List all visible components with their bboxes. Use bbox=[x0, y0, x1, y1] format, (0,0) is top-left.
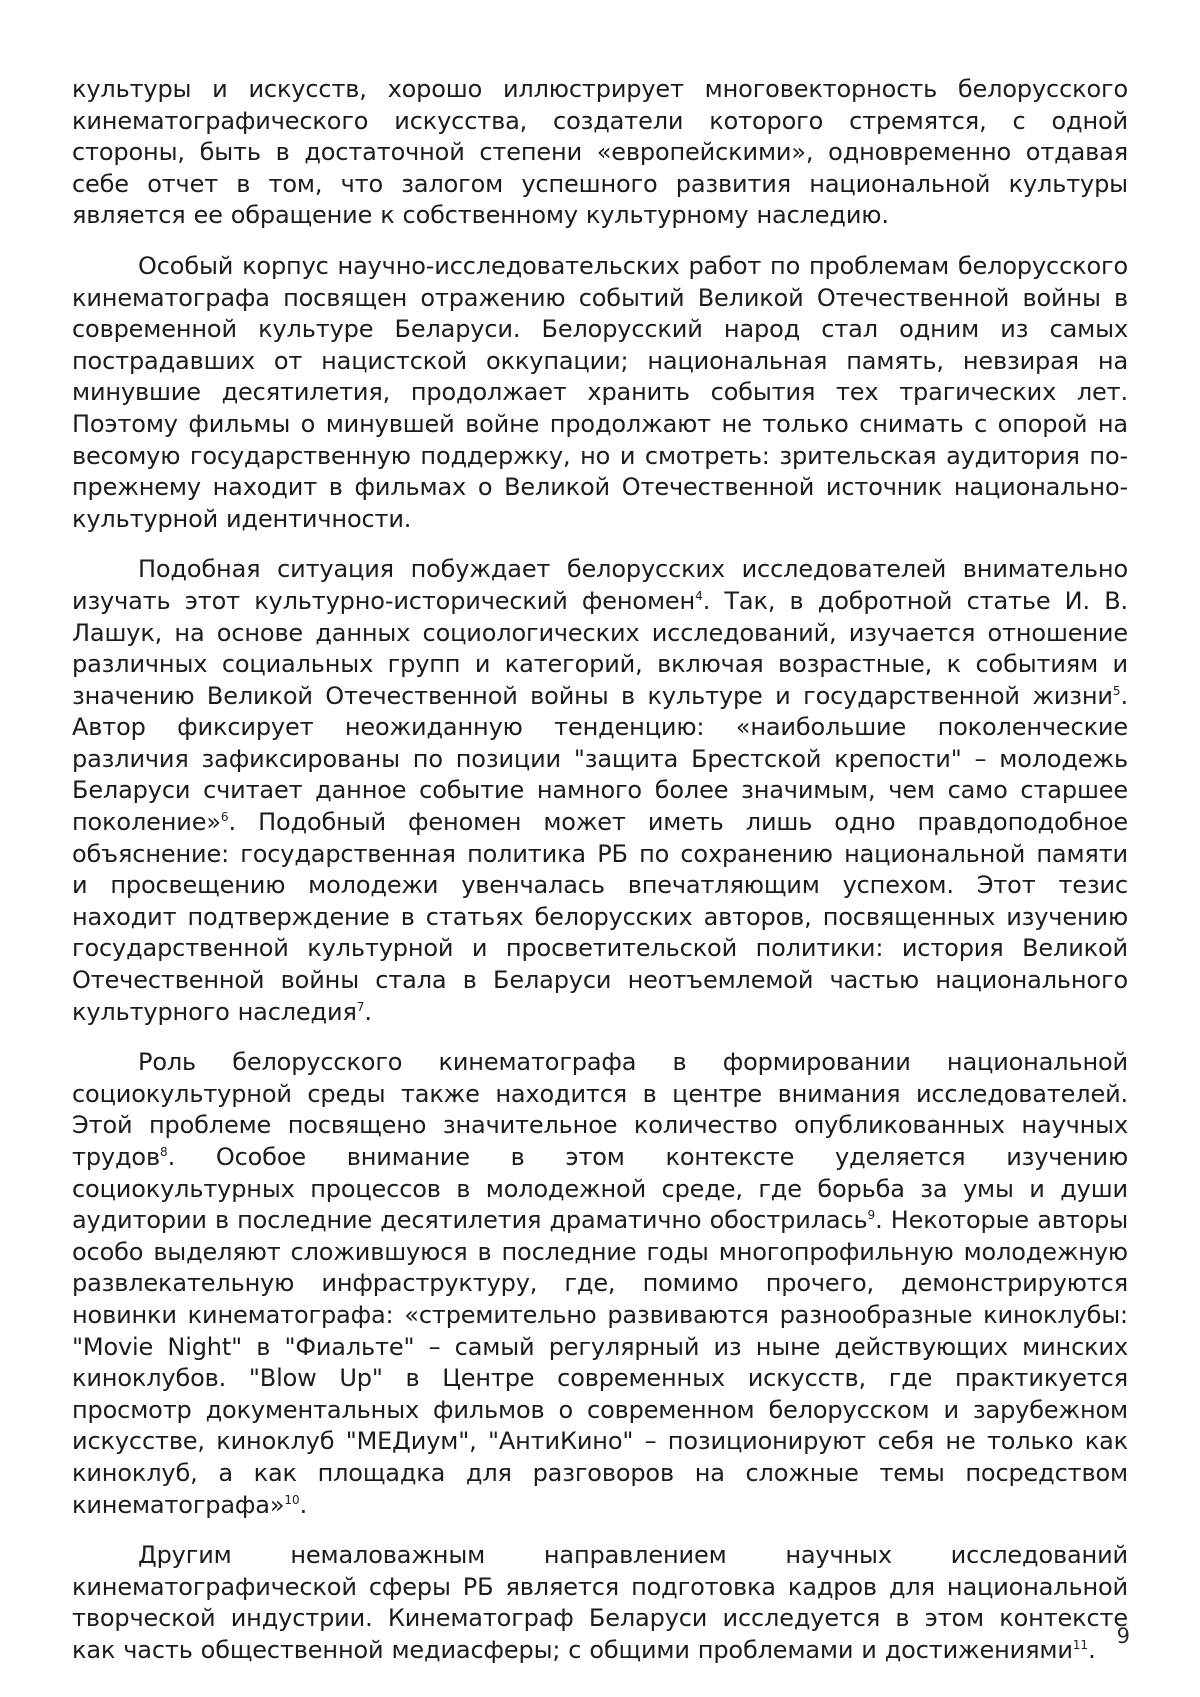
footnote-ref: 7 bbox=[356, 999, 365, 1014]
text-run: Подобная ситуация побуждает белорусских исследователей внимательно изучать этот культурно-исторический феномен bbox=[72, 555, 1128, 615]
footnote-ref: 5 bbox=[1112, 683, 1121, 698]
text-run: Особый корпус научно-исследовательских работ по проблемам белорусского кинематографа посвящен отражению событий Великой Отечественной войны в современной культуре Беларуси. Белорусский народ стал одним из самых пострадавших от нацистской оккупации; национальная память, невзирая на минувшие десятилетия, продолжает хранить события тех трагических лет. Поэтому фильмы о минувшей войне продолжают не только снимать с опорой на весомую государственную поддержку, но и смотреть: зрительская аудитория по-прежнему находит в фильмах о Великой Отечественной источник национально-культурной идентичности. bbox=[72, 251, 1128, 533]
paragraph bbox=[72, 1047, 1128, 1521]
text-run: . bbox=[1088, 1635, 1096, 1664]
footnote-ref: 9 bbox=[867, 1208, 876, 1223]
text-run: . Автор фиксирует неожиданную тенденцию: «наибольшие поколенческие различия зафиксированы по позиции "защита Брестской крепости" – молодежь Беларуси считает данное событие намного более значимым, чем само старшее поколение» bbox=[72, 681, 1128, 837]
page-number: 9 bbox=[1116, 1624, 1130, 1648]
text-run: . bbox=[299, 1490, 308, 1519]
text-run: культуры и искусств, хорошо иллюстрирует многовекторность белорусского кинематографического искусства, создатели которого стремятся, с одной стороны, быть в достаточной степени «европейскими», одновременно отдавая себе отчет в том, что залогом успешного развития национальной культуры является ее обращение к собственному культурному наследию. bbox=[72, 75, 1128, 230]
footnote-ref: 10 bbox=[284, 1492, 300, 1507]
paragraph bbox=[72, 251, 1128, 535]
footnote-ref: 4 bbox=[695, 588, 703, 603]
text-run: . Особое внимание в этом контексте уделяется изучению социокультурных процессов в молодежной среде, где борьба за умы и души аудитории в последние десятилетия драматично обострилась bbox=[72, 1143, 1128, 1235]
text-run: . bbox=[364, 997, 372, 1026]
text-run: Роль белорусского кинематографа в формировании национальной социокультурной среды также находится в центре внимания исследователей. Этой проблеме посвящено значительное количество опубликованных научных трудов bbox=[72, 1048, 1128, 1171]
text-run: Другим немаловажным направлением научных исследований кинематографической сферы РБ является подготовка кадров для национальной творческой индустрии. Кинематограф Беларуси исследуется в этом контексте как часть общественной медиасферы; с общими проблемами и достижениями bbox=[72, 1541, 1128, 1664]
text-run: . Подобный феномен может иметь лишь одно правдоподобное объяснение: государственная политика РБ по сохранению национальной памяти и просвещению молодежи увенчалась впечатляющим успехом. Этот тезис находит подтверждение в статьях белорусских авторов, посвященных изучению государственной культурной и просветительской политики: история Великой Отечественной войны стала в Беларуси неотъемлемой частью национального культурного наследия bbox=[72, 808, 1128, 1026]
footnote-ref: 8 bbox=[159, 1145, 168, 1159]
footnote-ref: 11 bbox=[1072, 1637, 1089, 1652]
paragraph bbox=[72, 1540, 1128, 1666]
paragraph bbox=[72, 74, 1128, 232]
document-page bbox=[72, 74, 1128, 1686]
text-run: . Некоторые авторы особо выделяют сложившуюся в последние годы многопрофильную молодежную развлекательную инфраструктуру, где, помимо прочего, демонстрируются новинки кинематографа: «стремительно развиваются разнообразные киноклубы: "Movie Night" в "Фиальте" – самый регулярный из ныне действующих минских киноклубов. "Blow Up" в Центре современных искусств, где практикуется просмотр документальных фильмов о современном белорусском и зарубежном искусстве, киноклуб "МЕДиум", "АнтиКино" – позиционируют себя не только как киноклуб, а как площадка для разговоров на сложные темы посредством кинематографа» bbox=[72, 1206, 1128, 1519]
footnote-ref: 6 bbox=[220, 810, 229, 825]
text-run: . Так, в добротной статье И. В. Лашук, на основе данных социологических исследований, изучается отношение различных социальных групп и категорий, включая возрастные, к событиям и значению Великой Отечественной войны в культуре и государственной жизни bbox=[72, 586, 1128, 710]
paragraph bbox=[72, 554, 1128, 1028]
